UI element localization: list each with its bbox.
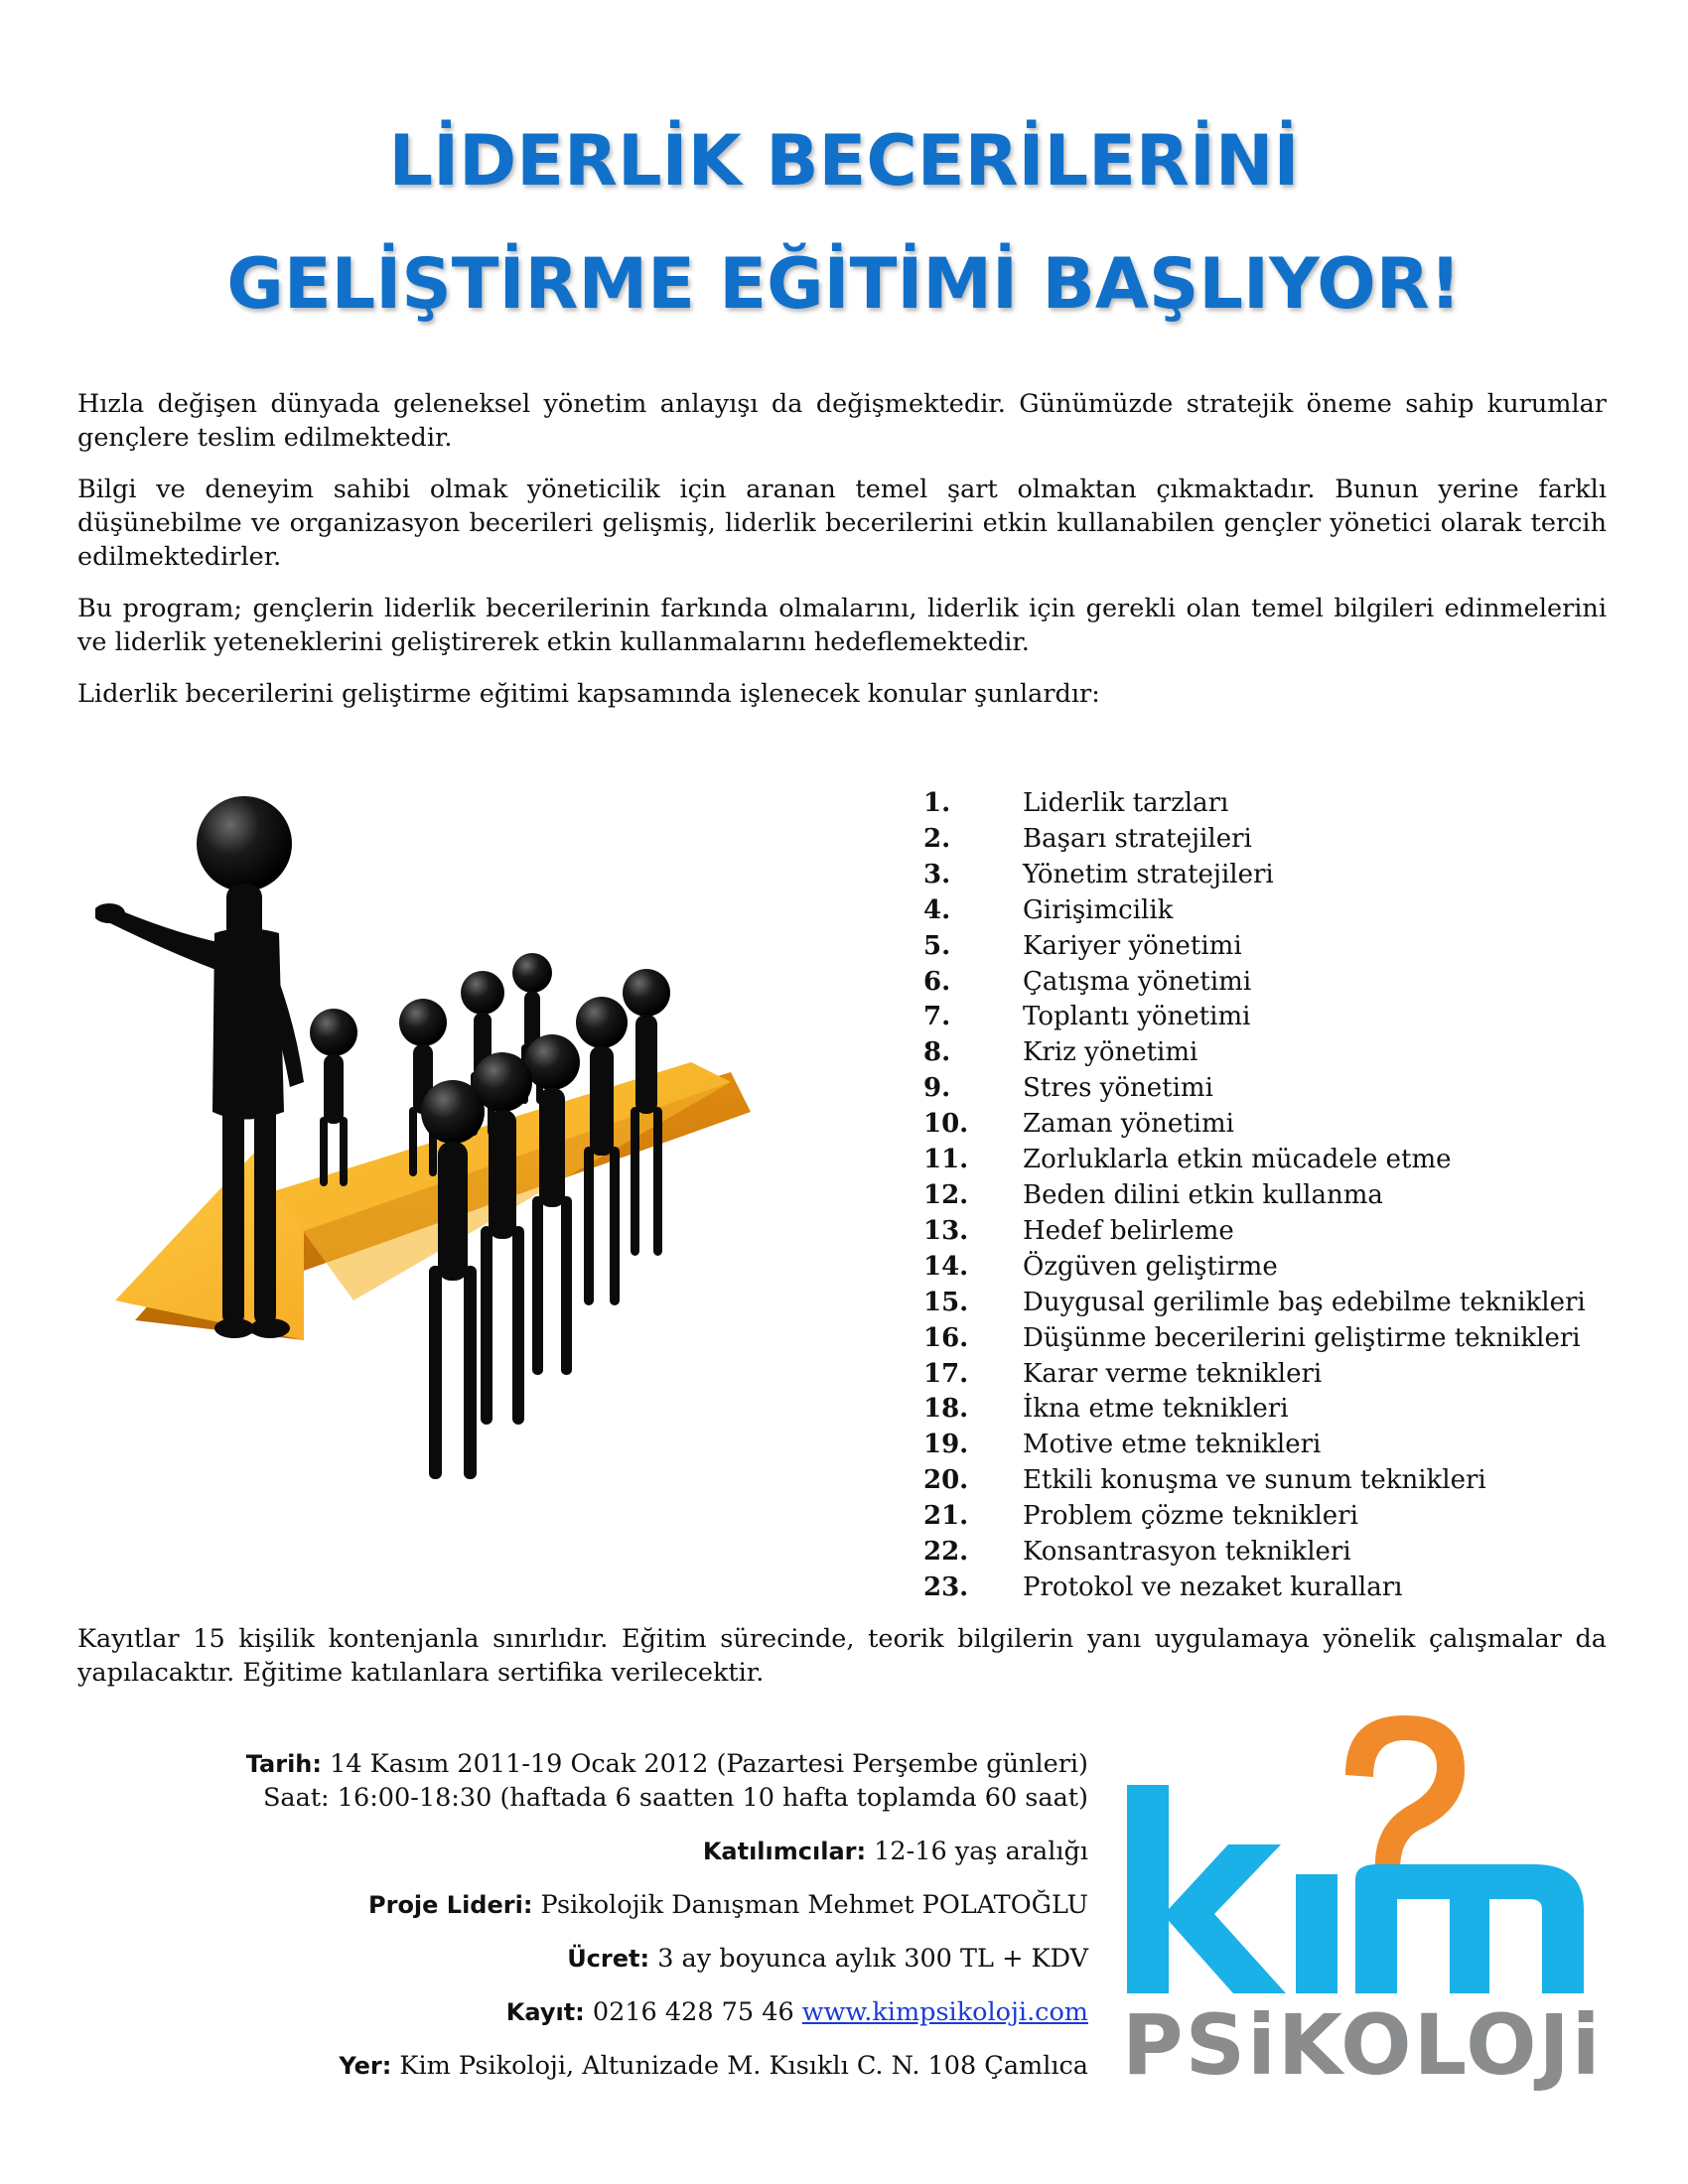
list-item: 13. Hedef belirleme [923,1215,1234,1246]
list-item: 12. Beden dilini etkin kullanma [923,1179,1383,1210]
participants-label: Katılımcılar: [702,1838,867,1865]
fee-value: 3 ay boyunca aylık 300 TL + KDV [649,1944,1088,1974]
fee-label: Ücret: [567,1945,650,1973]
fee-row [246,1942,1088,1976]
list-item: 10. Zaman yönetimi [923,1109,1234,1140]
intro-paragraph-3: Bu program; gençlerin liderlik becerilerinin farkında olmalarını, liderlik için gerekli olan temel bilgileri edinmelerini ve liderlik yeteneklerini geliştirerek etkin kullanmalarını hedeflemektedir. [77,594,1607,657]
logo-subtitle: PSiKOLOJi [1122,1996,1603,2094]
list-item: 15. Duygusal gerilimle baş edebilme teknikleri [923,1287,1586,1317]
date-row [246,1747,1088,1781]
list-item: 7. Toplantı yönetimi [923,1002,1251,1032]
intro-paragraph-1: Hızla değişen dünyada geleneksel yönetim anlayışı da değişmektedir. Günümüzde stratejik öneme sahip kurumlar gençlere teslim edilmektedir. [77,389,1607,453]
list-item: 2. Başarı stratejileri [923,823,1252,854]
list-item: 4. Girişimcilik [923,894,1174,925]
list-item: 16. Düşünme becerilerini geliştirme teknikleri [923,1322,1581,1353]
list-item: 11. Zorluklarla etkin mücadele etme [923,1145,1452,1175]
leader-label: Proje Lideri: [368,1891,533,1919]
list-item: 21. Problem çözme teknikleri [923,1501,1358,1532]
participants-row [246,1835,1088,1868]
place-label: Yer: [339,2052,392,2080]
register-label: Kayıt: [505,1998,585,2026]
register-phone: 0216 428 75 46 [584,1997,802,2027]
list-item: 22. Konsantrasyon teknikleri [923,1537,1351,1568]
list-item: 3. Yönetim stratejileri [923,859,1274,889]
page-title [0,99,1688,345]
leader-row [246,1888,1088,1922]
participants-value: 12-16 yaş aralığı [866,1837,1088,1866]
leader-value: Psikolojik Danışman Mehmet POLATOĞLU [532,1890,1088,1920]
event-details [246,1747,1088,2083]
register-row [246,1995,1088,2029]
list-item: 5. Kariyer yönetimi [923,930,1242,961]
list-item: 8. Kriz yönetimi [923,1037,1198,1068]
time-row: Saat: 16:00-18:30 (haftada 6 saatten 10 hafta toplamda 60 saat) [262,1783,1088,1813]
list-item: 20. Etkili konuşma ve sunum teknikleri [923,1465,1486,1496]
list-item: 14. Özgüven geliştirme [923,1251,1278,1282]
intro-text [77,387,1607,729]
intro-paragraph-2: Bilgi ve deneyim sahibi olmak yöneticilik için aranan temel şart olmaktan çıkmaktadır. Bunun yerine farklı düşünebilme ve organizasyon becerileri gelişmiş, liderlik becerilerini etkin kullanabilen gençler yönetici olarak tercih edilmektedirler. [77,475,1607,572]
date-label: Tarih: [245,1750,322,1778]
topic-list [923,786,1586,1606]
title-line-2: GELİŞTİRME EĞİTİMİ BAŞLIYOR! [226,243,1462,325]
closing-paragraph: Kayıtlar 15 kişilik kontenjanla sınırlıdır. Eğitim sürecinde, teorik bilgilerin yanı uygulamaya yönelik çalışmalar da yapılacaktır. Eğitime katılanlara sertifika verilecektir. [77,1624,1607,1688]
website-link[interactable]: www.kimpsikoloji.com [801,1997,1088,2027]
date-value: 14 Kasım 2011-19 Ocak 2012 (Pazartesi Perşembe günleri) [321,1749,1088,1779]
question-mark-icon [1345,1715,1465,1869]
logo-letter-k [1127,1785,1286,1993]
list-item: 23. Protokol ve nezaket kuralları [923,1571,1403,1602]
intro-paragraph-4: Liderlik becerilerini geliştirme eğitimi kapsamında işlenecek konular şunlardır: [77,679,1100,709]
place-row [246,2049,1088,2083]
list-item: 6. Çatışma yönetimi [923,966,1252,997]
leader-team-illustration [95,784,890,1578]
logo-letter-i [1296,1874,1337,1993]
list-item: 18. İkna etme teknikleri [923,1394,1289,1425]
title-line-1: LİDERLİK BECERİLERİNİ [388,120,1300,202]
list-item: 1. Liderlik tarzları [923,788,1229,818]
list-item: 9. Stres yönetimi [923,1073,1213,1104]
list-item: 17. Karar verme teknikleri [923,1358,1323,1389]
logo-letter-m [1355,1864,1584,1993]
list-item: 19. Motive etme teknikleri [923,1430,1322,1460]
place-value: Kim Psikoloji, Altunizade M. Kısıklı C. N. 108 Çamlıca [391,2051,1088,2081]
